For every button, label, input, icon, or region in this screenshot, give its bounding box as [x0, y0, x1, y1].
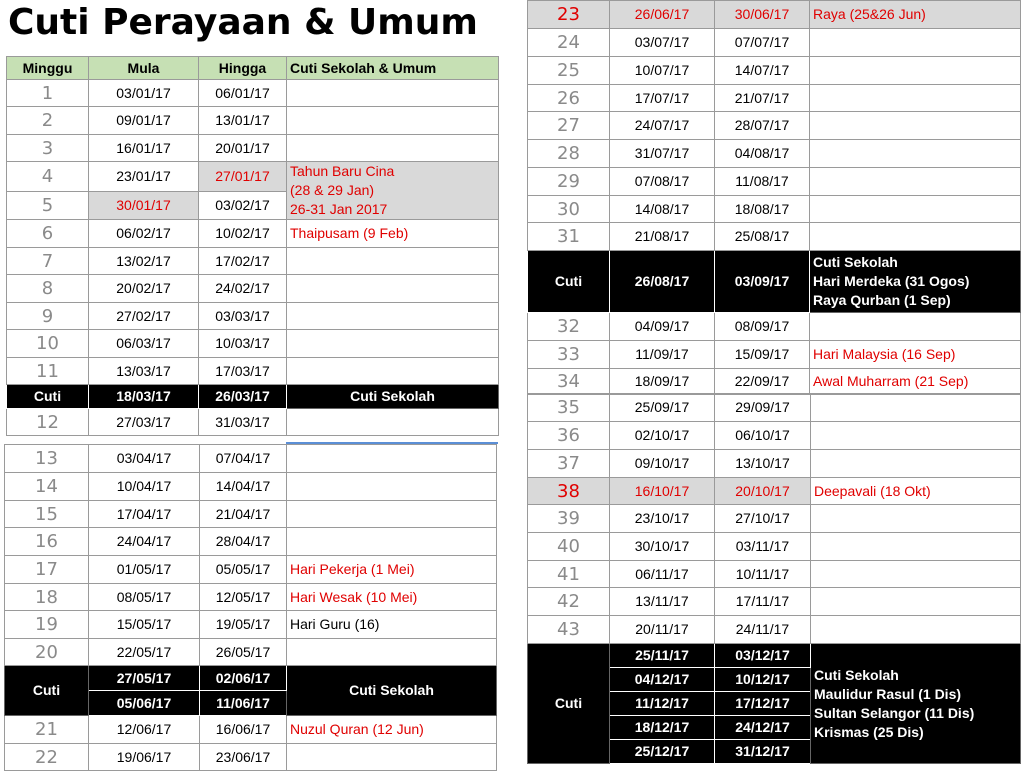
break-end: 31/12/17	[715, 740, 811, 764]
end-date: 05/05/17	[200, 556, 287, 584]
end-date: 21/04/17	[200, 501, 287, 528]
start-date: 13/02/17	[89, 248, 199, 275]
holiday-note	[810, 29, 1021, 57]
end-date: 07/04/17	[200, 445, 287, 473]
table-row	[528, 140, 1021, 168]
week-number: 21	[5, 716, 89, 744]
week-number: 25	[528, 57, 610, 85]
break-start: 18/12/17	[610, 716, 715, 740]
holiday-note	[287, 248, 499, 275]
start-date: 08/05/17	[89, 584, 200, 611]
table-row	[528, 533, 1021, 561]
holiday-note	[811, 394, 1021, 422]
holiday-note: Hari Malaysia (16 Sep)	[810, 341, 1021, 369]
holiday-note	[287, 528, 497, 556]
week-number: 14	[5, 473, 89, 501]
end-date: 06/10/17	[715, 422, 811, 450]
table-row	[7, 135, 499, 162]
end-date: 20/10/17	[715, 478, 811, 505]
holiday-note	[287, 639, 497, 666]
start-date: 31/07/17	[610, 140, 715, 168]
start-date: 19/06/17	[89, 744, 200, 771]
start-date: 04/09/17	[610, 313, 715, 341]
break-note	[810, 251, 1021, 313]
table-row	[5, 744, 497, 771]
table-row	[528, 196, 1021, 223]
start-date: 17/07/17	[610, 85, 715, 112]
cny-line-2: (28 & 29 Jan)	[290, 182, 375, 198]
holiday-note	[287, 330, 499, 358]
week-number: 39	[528, 505, 610, 533]
header-hingga: Hingga	[199, 57, 287, 80]
start-date: 26/06/17	[610, 1, 715, 29]
table-row	[7, 107, 499, 135]
break-start: 27/05/17	[89, 666, 200, 691]
week-number: 22	[5, 744, 89, 771]
calendar-table-1	[6, 56, 499, 436]
start-date: 30/01/17	[89, 191, 199, 219]
holiday-note: Hari Wesak (10 Mei)	[287, 584, 497, 611]
week-number: 42	[528, 588, 610, 616]
break-end: 03/12/17	[715, 644, 811, 668]
end-date: 03/11/17	[715, 533, 811, 561]
page-title: Cuti Perayaan & Umum	[8, 2, 478, 43]
end-date: 17/11/17	[715, 588, 811, 616]
end-date: 24/02/17	[199, 275, 287, 303]
start-date: 10/07/17	[610, 57, 715, 85]
week-number: 26	[528, 85, 610, 112]
end-date: 03/03/17	[199, 303, 287, 330]
week-number: 5	[7, 191, 89, 219]
week-number: 33	[528, 341, 610, 369]
week-number: 13	[5, 445, 89, 473]
week-number: 36	[528, 422, 610, 450]
break-start: 18/03/17	[89, 385, 199, 409]
calendar-table-4	[527, 393, 1021, 764]
break-label: Cuti	[528, 251, 610, 313]
start-date: 12/06/17	[89, 716, 200, 744]
end-date: 29/09/17	[715, 394, 811, 422]
week-number: 12	[7, 409, 89, 436]
start-date: 27/03/17	[89, 409, 199, 436]
break-start: 26/08/17	[610, 251, 715, 313]
week-number: 18	[5, 584, 89, 611]
table-row	[528, 505, 1021, 533]
week-number: 34	[528, 369, 610, 395]
holiday-note	[287, 473, 497, 501]
end-date: 04/08/17	[715, 140, 810, 168]
start-date: 03/04/17	[89, 445, 200, 473]
table-row	[7, 275, 499, 303]
table-row	[528, 29, 1021, 57]
table-row	[528, 85, 1021, 112]
end-date: 10/11/17	[715, 561, 811, 588]
start-date: 14/08/17	[610, 196, 715, 223]
table-row	[528, 112, 1021, 140]
break-row	[5, 666, 497, 691]
week-number: 6	[7, 220, 89, 248]
holiday-note	[287, 445, 497, 473]
table-row	[528, 450, 1021, 478]
table-row	[5, 716, 497, 744]
end-date: 13/01/17	[199, 107, 287, 135]
week-number: 19	[5, 611, 89, 639]
table-row	[528, 1, 1021, 29]
end-date: 27/10/17	[715, 505, 811, 533]
end-date: 10/03/17	[199, 330, 287, 358]
start-date: 13/11/17	[610, 588, 715, 616]
break-start: 04/12/17	[610, 668, 715, 692]
end-date: 28/07/17	[715, 112, 810, 140]
table-row	[5, 611, 497, 639]
week-number: 43	[528, 616, 610, 644]
start-date: 06/03/17	[89, 330, 199, 358]
holiday-note-cny	[287, 162, 499, 220]
week-number: 29	[528, 168, 610, 196]
end-date: 12/05/17	[200, 584, 287, 611]
holiday-note: Thaipusam (9 Feb)	[287, 220, 499, 248]
start-date: 09/10/17	[610, 450, 715, 478]
table-row	[528, 561, 1021, 588]
holiday-note	[810, 112, 1021, 140]
holiday-note	[287, 135, 499, 162]
holiday-note	[810, 313, 1021, 341]
week-number: 2	[7, 107, 89, 135]
holiday-note	[810, 85, 1021, 112]
table-row	[7, 303, 499, 330]
holiday-note: Raya (25&26 Jun)	[810, 1, 1021, 29]
break-end: 03/09/17	[715, 251, 810, 313]
start-date: 20/02/17	[89, 275, 199, 303]
header-mula: Mula	[89, 57, 199, 80]
start-date: 16/01/17	[89, 135, 199, 162]
table-row	[528, 313, 1021, 341]
start-date: 13/03/17	[89, 358, 199, 385]
start-date: 15/05/17	[89, 611, 200, 639]
holiday-note	[811, 505, 1021, 533]
break-note: Cuti Sekolah	[287, 385, 499, 409]
break-end: 02/06/17	[200, 666, 287, 691]
start-date: 18/09/17	[610, 369, 715, 395]
start-date: 23/01/17	[89, 162, 199, 192]
holiday-note	[287, 303, 499, 330]
header-minggu: Minggu	[7, 57, 89, 80]
holiday-note	[287, 501, 497, 528]
end-date: 21/07/17	[715, 85, 810, 112]
end-date: 08/09/17	[715, 313, 810, 341]
table-row	[528, 369, 1021, 395]
table-row	[5, 556, 497, 584]
break-row	[528, 251, 1021, 313]
holiday-note: Nuzul Quran (12 Jun)	[287, 716, 497, 744]
start-date: 27/02/17	[89, 303, 199, 330]
end-date: 26/05/17	[200, 639, 287, 666]
end-date: 24/11/17	[715, 616, 811, 644]
end-date: 31/03/17	[199, 409, 287, 436]
holiday-note: Deepavali (18 Okt)	[811, 478, 1021, 505]
break-note-line-3: Raya Qurban (1 Sep)	[813, 292, 951, 308]
end-date: 06/01/17	[199, 80, 287, 107]
week-number: 20	[5, 639, 89, 666]
end-date: 03/02/17	[199, 191, 287, 219]
break-end: 17/12/17	[715, 692, 811, 716]
end-date: 07/07/17	[715, 29, 810, 57]
end-date: 15/09/17	[715, 341, 810, 369]
break-note-line-2: Hari Merdeka (31 Ogos)	[813, 273, 970, 289]
week-number: 24	[528, 29, 610, 57]
calendar-table-2	[4, 444, 497, 771]
week-number: 40	[528, 533, 610, 561]
break-note	[811, 644, 1021, 764]
week-number: 28	[528, 140, 610, 168]
week-number: 17	[5, 556, 89, 584]
holiday-note	[287, 409, 499, 436]
holiday-note	[811, 422, 1021, 450]
break-start: 25/12/17	[610, 740, 715, 764]
holiday-note	[810, 223, 1021, 251]
end-date: 20/01/17	[199, 135, 287, 162]
break-end: 10/12/17	[715, 668, 811, 692]
table-row	[5, 473, 497, 501]
holiday-note	[811, 616, 1021, 644]
start-date: 06/02/17	[89, 220, 199, 248]
end-date: 14/04/17	[200, 473, 287, 501]
start-date: 09/01/17	[89, 107, 199, 135]
start-date: 01/05/17	[89, 556, 200, 584]
start-date: 10/04/17	[89, 473, 200, 501]
holiday-note	[287, 80, 499, 107]
start-date: 11/09/17	[610, 341, 715, 369]
table-row	[528, 588, 1021, 616]
cny-line-1: Tahun Baru Cina	[290, 163, 395, 179]
table-row	[7, 80, 499, 107]
week-number: 7	[7, 248, 89, 275]
break-start: 05/06/17	[89, 691, 200, 716]
end-date: 27/01/17	[199, 162, 287, 192]
start-date: 07/08/17	[610, 168, 715, 196]
break-note: Cuti Sekolah	[287, 666, 497, 716]
week-number: 4	[7, 162, 89, 192]
week-number: 31	[528, 223, 610, 251]
week-number: 8	[7, 275, 89, 303]
start-date: 02/10/17	[610, 422, 715, 450]
start-date: 24/07/17	[610, 112, 715, 140]
break-label: Cuti	[7, 385, 89, 409]
header-cuti: Cuti Sekolah & Umum	[287, 57, 499, 80]
table-row	[7, 162, 499, 192]
end-date: 19/05/17	[200, 611, 287, 639]
end-date: 17/02/17	[199, 248, 287, 275]
week-number: 37	[528, 450, 610, 478]
table-header-row	[7, 57, 499, 80]
holiday-note	[287, 744, 497, 771]
week-number: 16	[5, 528, 89, 556]
break-label: Cuti	[5, 666, 89, 716]
week-number: 30	[528, 196, 610, 223]
table-row	[7, 409, 499, 436]
break-note-line-4: Krismas (25 Dis)	[814, 723, 924, 740]
holiday-note	[810, 57, 1021, 85]
holiday-note	[287, 275, 499, 303]
holiday-note	[287, 358, 499, 385]
break-note-line-2: Maulidur Rasul (1 Dis)	[814, 685, 962, 702]
start-date: 17/04/17	[89, 501, 200, 528]
week-number: 11	[7, 358, 89, 385]
holiday-note: Hari Guru (16)	[287, 611, 497, 639]
start-date: 21/08/17	[610, 223, 715, 251]
end-date: 13/10/17	[715, 450, 811, 478]
holiday-note	[287, 107, 499, 135]
table-row	[528, 57, 1021, 85]
end-date: 25/08/17	[715, 223, 810, 251]
break-end: 26/03/17	[199, 385, 287, 409]
table-row	[5, 528, 497, 556]
break-row	[528, 644, 1021, 668]
table-row	[7, 220, 499, 248]
table-row	[528, 223, 1021, 251]
table-row	[528, 616, 1021, 644]
start-date: 16/10/17	[610, 478, 715, 505]
break-note-line-1: Cuti Sekolah	[813, 254, 898, 270]
break-start: 11/12/17	[610, 692, 715, 716]
week-number: 32	[528, 313, 610, 341]
end-date: 23/06/17	[200, 744, 287, 771]
break-note-line-3: Sultan Selangor (11 Dis)	[814, 704, 975, 721]
calendar-table-3	[527, 0, 1021, 395]
end-date: 22/09/17	[715, 369, 810, 395]
end-date: 18/08/17	[715, 196, 810, 223]
break-row	[7, 385, 499, 409]
table-row	[7, 248, 499, 275]
week-number: 1	[7, 80, 89, 107]
holiday-note	[811, 533, 1021, 561]
table-row	[5, 445, 497, 473]
week-number: 23	[528, 1, 610, 29]
week-number: 3	[7, 135, 89, 162]
end-date: 10/02/17	[199, 220, 287, 248]
break-end: 11/06/17	[200, 691, 287, 716]
table-row	[528, 341, 1021, 369]
end-date: 30/06/17	[715, 1, 810, 29]
week-number: 15	[5, 501, 89, 528]
holiday-note	[810, 196, 1021, 223]
break-label: Cuti	[528, 644, 610, 764]
week-number: 9	[7, 303, 89, 330]
holiday-note	[811, 588, 1021, 616]
table-row	[5, 639, 497, 666]
start-date: 23/10/17	[610, 505, 715, 533]
table-row	[7, 358, 499, 385]
cny-line-3: 26-31 Jan 2017	[290, 201, 388, 217]
break-note-line-1: Cuti Sekolah	[814, 666, 899, 683]
week-number: 35	[528, 394, 610, 422]
holiday-note	[811, 450, 1021, 478]
start-date: 25/09/17	[610, 394, 715, 422]
end-date: 16/06/17	[200, 716, 287, 744]
holiday-note	[810, 140, 1021, 168]
start-date: 30/10/17	[610, 533, 715, 561]
start-date: 20/11/17	[610, 616, 715, 644]
start-date: 03/01/17	[89, 80, 199, 107]
holiday-note: Hari Pekerja (1 Mei)	[287, 556, 497, 584]
holiday-note	[810, 168, 1021, 196]
table-row	[5, 584, 497, 611]
week-number: 41	[528, 561, 610, 588]
end-date: 14/07/17	[715, 57, 810, 85]
table-row	[528, 478, 1021, 505]
end-date: 28/04/17	[200, 528, 287, 556]
week-number: 10	[7, 330, 89, 358]
table-row	[528, 422, 1021, 450]
holiday-note: Awal Muharram (21 Sep)	[810, 369, 1021, 395]
table-row	[7, 330, 499, 358]
break-end: 24/12/17	[715, 716, 811, 740]
holiday-note	[811, 561, 1021, 588]
week-number: 27	[528, 112, 610, 140]
end-date: 17/03/17	[199, 358, 287, 385]
end-date: 11/08/17	[715, 168, 810, 196]
start-date: 06/11/17	[610, 561, 715, 588]
start-date: 03/07/17	[610, 29, 715, 57]
table-row	[5, 501, 497, 528]
start-date: 24/04/17	[89, 528, 200, 556]
table-row	[528, 168, 1021, 196]
table-row	[528, 394, 1021, 422]
break-start: 25/11/17	[610, 644, 715, 668]
start-date: 22/05/17	[89, 639, 200, 666]
week-number: 38	[528, 478, 610, 505]
